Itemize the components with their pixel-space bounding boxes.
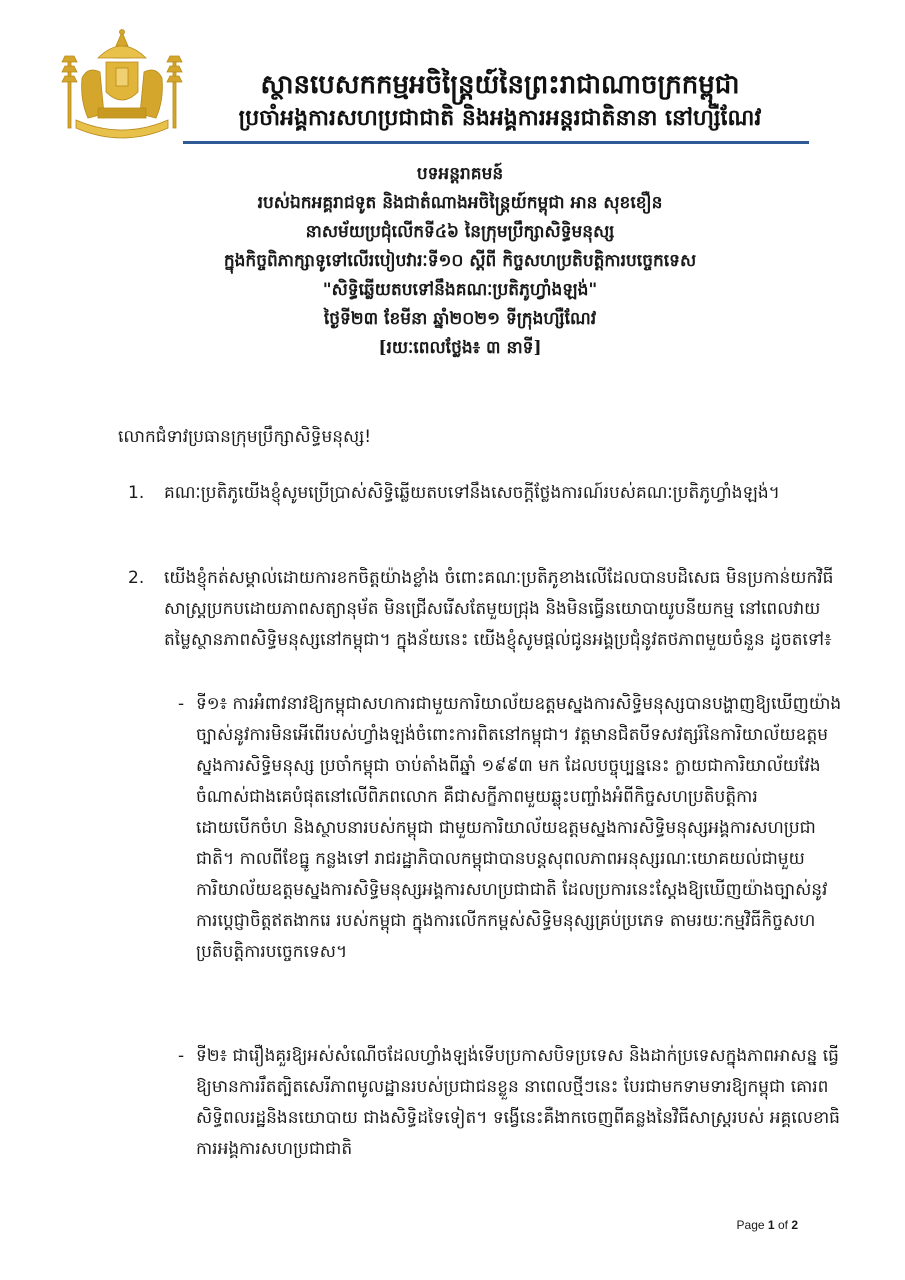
- title-line-7: [រយៈពេលថ្លែង៖ ៣ នាទី]: [378, 338, 542, 358]
- title-line-6: ថ្ងៃទី២៣ ខែមីនា ឆ្នាំ២០២១ ទីក្រុងហ្សឺណែវ: [323, 309, 597, 329]
- page-word: Page: [736, 1218, 765, 1232]
- sub-point-1: [178, 689, 845, 968]
- sub-point-text: ទី២៖ ជារឿងគួរឱ្យអស់សំណើចដែលហ្វាំងឡង់ទើបប្រកាសបិទប្រទេស និងដាក់ប្រទេសក្នុងភាពអាសន្ន ធ្វើឱ្យមានការរឹតត្បិតសេរីភាពមូលដ្ឋានរបស់ប្រជាជនខ្លួន នាពេលថ្មីៗនេះ បែរជាមកទាមទារឱ្យកម្ពុជា គោរពសិទ្ធិពលរដ្ឋនិងនយោបាយ ជាងសិទ្ធិដទៃទៀត។ ទង្វើនេះគឺងាកចេញពីគន្លងនៃវិធីសាស្ត្ររបស់ អគ្គលេខាធិការអង្គការសហប្រជាជាតិ: [196, 1046, 840, 1159]
- title-line-2: របស់ឯកអគ្គរាជទូត និងជាតំណាងអចិន្ត្រៃយ៍កម្ពុជា អាន សុខខឿន: [257, 193, 663, 213]
- title-line-1: បទអន្តរាគមន៍: [416, 164, 504, 184]
- paragraph-text: យើងខ្ញុំកត់សម្គាល់ដោយការខកចិត្តយ៉ាងខ្លាំង ចំពោះគណៈប្រតិភូខាងលើដែលបានបដិសេធ មិនប្រកាន់យកវិធីសាស្ត្រប្រកបដោយភាពសត្យានុម័ត មិនជ្រើសរើសតែមួយជ្រុង និងមិនធ្វើនយោបាយូបនីយកម្ម នៅពេលវាយតម្លៃស្ថានភាពសិទ្ធិមនុស្សនៅកម្ពុជា។ ក្នុងន័យនេះ យើងខ្ញុំសូមផ្តល់ជូនអង្គប្រជុំនូវតថភាពមួយចំនួន ដូចតទៅ៖: [164, 568, 834, 650]
- paragraph-1: [128, 478, 845, 509]
- statement-title-block: [110, 160, 810, 363]
- paragraph-number: 2.: [128, 568, 145, 588]
- paragraph-2: [128, 563, 845, 656]
- page-of: of: [777, 1218, 788, 1232]
- page-current: 1: [767, 1218, 775, 1232]
- royal-coat-of-arms-icon: [58, 28, 186, 146]
- paragraph-text: គណៈប្រតិភូយើងខ្ញុំសូមប្រើប្រាស់សិទ្ធិឆ្លើយតបទៅនឹងសេចក្តីថ្លែងការណ៍របស់គណៈប្រតិភូហ្វាំងឡង់។: [164, 483, 780, 503]
- bullet-dash: -: [178, 694, 185, 714]
- bullet-dash: -: [178, 1046, 185, 1066]
- sub-point-text: ទី១៖ ការអំពាវនាវឱ្យកម្ពុជាសហការជាមួយការិយាល័យឧត្តមស្នងការសិទ្ធិមនុស្សបានបង្ហាញឱ្យឃើញយ៉ាងច្បាស់នូវការមិនអើពើរបស់ហ្វាំងឡង់ចំពោះការពិតនៅកម្ពុជា។ វត្តមានជិតបីទសវត្សរ៍នៃការិយាល័យឧត្តមស្នងការសិទ្ធិមនុស្ស ប្រចាំកម្ពុជា ចាប់តាំងពីឆ្នាំ ១៩៩៣ មក ដែលបច្ចុប្បន្ននេះ ក្លាយជាការិយាល័យវែងចំណាស់ជាងគេបំផុតនៅលើពិភពលោក គឺជាសក្ខីភាពមួយឆ្លុះបញ្ចាំងអំពីកិច្ចសហប្រតិបត្តិការដោយបើកចំហ និងស្ថាបនារបស់កម្ពុជា ជាមួយការិយាល័យឧត្តមស្នងការសិទ្ធិមនុស្សអង្គការសហប្រជាជាតិ។ កាលពីខែធ្នូ កន្លងទៅ រាជរដ្ឋាភិបាលកម្ពុជាបានបន្តសុពលភាពអនុស្សរណៈយោគយល់ជាមួយការិយាល័យឧត្តមស្នងការសិទ្ធិមនុស្សអង្គការសហប្រជាជាតិ ដែលប្រការនេះស្តែងឱ្យឃើញយ៉ាងច្បាស់នូវការប្តេជ្ញាចិត្តឥតងាករេ របស់កម្ពុជា ក្នុងការលើកកម្ពស់សិទ្ធិមនុស្សគ្រប់ប្រភេទ តាមរយៈកម្មវិធីកិច្ចសហប្រតិបត្តិការបច្ចេកទេស។: [196, 694, 842, 962]
- title-line-5: "សិទ្ធិឆ្លើយតបទៅនឹងគណៈប្រតិភូហ្វាំងឡង់": [322, 280, 598, 300]
- title-line-4: ក្នុងកិច្ចពិភាក្សាទូទៅលើរបៀបវារៈទី១០ ស្តីពី កិច្ចសហប្រតិបត្តិការបច្ចេកទេស: [223, 251, 697, 271]
- embassy-name-line2: ប្រចាំអង្គការសហប្រជាជាតិ និងអង្គការអន្តរជាតិនានា នៅហ្សឺណែវ: [238, 105, 762, 131]
- page-total: 2: [791, 1218, 798, 1232]
- paragraph-number: 1.: [128, 483, 145, 503]
- embassy-name-line1: ស្ថានបេសកកម្មអចិន្ត្រៃយ៍នៃព្រះរាជាណាចក្រកម្ពុជា: [260, 70, 740, 100]
- title-line-3: នាសម័យប្រជុំលើកទី៤៦ នៃក្រុមប្រឹក្សាសិទ្ធិមនុស្ស: [305, 222, 615, 242]
- sub-point-2: [178, 1041, 845, 1165]
- page-number: [737, 1218, 798, 1232]
- salutation: លោកជំទាវប្រធានក្រុមប្រឹក្សាសិទ្ធិមនុស្ស!: [118, 427, 372, 447]
- header-rule: [183, 141, 809, 144]
